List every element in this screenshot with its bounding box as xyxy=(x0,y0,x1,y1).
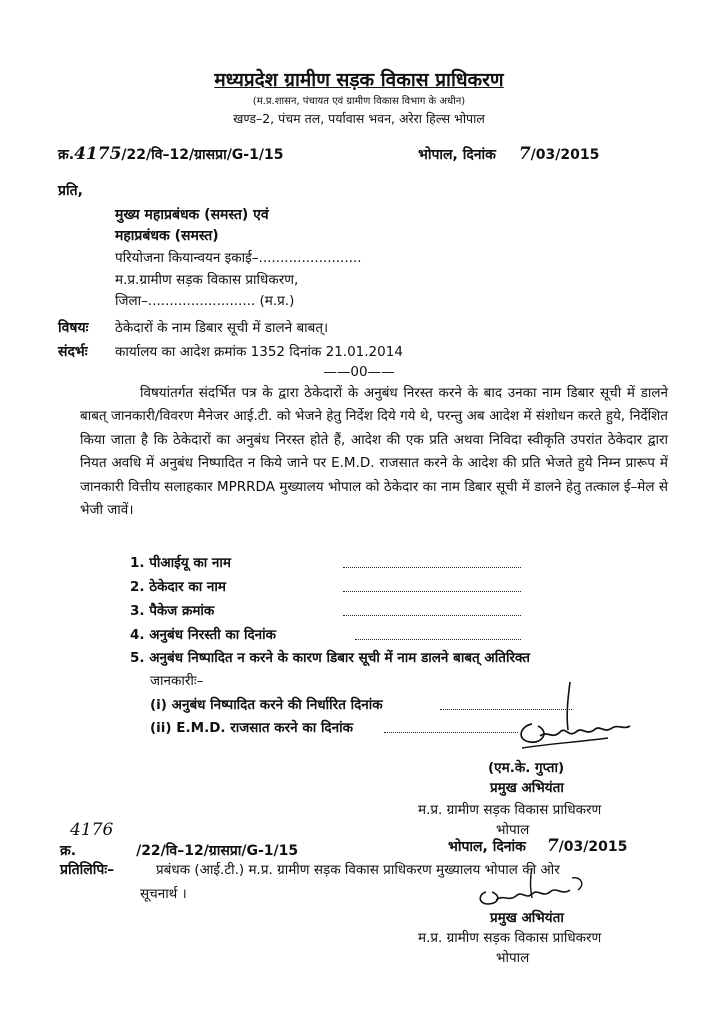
ref-prefix: क्र. xyxy=(58,147,75,163)
ref-handwritten-number: 4175 xyxy=(74,144,122,164)
body-paragraph: विषयांतर्गत संदर्भित पत्र के द्वारा ठेकेदारों के अनुबंध निरस्त करने के बाद उनका नाम डिबार सूची में डालने बाबत् जानकारी/विवरण मैनेजर आई.टी. को भेजने हेतु निर्देश दिये गये थे, परन्तु अब आदेश में संशोधन करते हुये, निर्देशित किया जाता है कि ठेकेदारों का अनुबंध निरस्त होते हैं, आदेश की एक प्रति अथवा निविदा स्वीकृति उपरांत ठेकेदार द्वारा नियत अवधि में अनुबंध निष्पादित न किये जाने पर E.M.D. राजसात करने के आदेश की प्रति भेजते हुये निम्न प्रारूप में जानकारी वित्तीय सलाहकार MPRRDA मुख्यालय भोपाल को ठेकेदार का नाम डिबार सूची में डालने हेतु तत्काल ई–मेल से भेजी जावें। xyxy=(80,385,668,519)
ref2-prefix: क्र. xyxy=(60,843,77,859)
ref2-date-rest: /03/2015 xyxy=(558,839,628,855)
list-item-3: 3. पैकेज क्रमांक xyxy=(130,603,215,619)
ref-date-rest: /03/2015 xyxy=(530,147,600,163)
ref-rest: /22/वि–12/ग्रासप्रा/G-1/15 xyxy=(121,147,284,163)
list-item-1-blank xyxy=(343,567,521,568)
organization-address: खण्ड–2, पंचम तल, पर्यावास भवन, अरेरा हिल्स भोपाल xyxy=(233,111,485,126)
reference-text: कार्यालय का आदेश क्रमांक 1352 दिनांक 21.01.2014 xyxy=(115,344,403,360)
reference-label: संदर्भः xyxy=(58,344,88,360)
signature-2-image xyxy=(474,864,604,914)
ref2-handwritten-day: 7 xyxy=(546,836,559,856)
subject-label: विषयः xyxy=(58,320,89,336)
ref-date-label: भोपाल, दिनांक xyxy=(418,147,496,163)
to-line-5: जिला–......................... (म.प्र.) xyxy=(115,293,295,309)
ref2-number xyxy=(60,841,298,860)
copy-line-2: सूचनार्थ । xyxy=(140,886,187,902)
ref-handwritten-day: 7 xyxy=(518,144,531,164)
sub-item-2-blank xyxy=(384,732,518,733)
ref2-date-label: भोपाल, दिनांक xyxy=(448,839,526,855)
list-item-4-blank xyxy=(355,639,521,640)
list-item-2-blank xyxy=(343,591,521,592)
list-item-2: 2. ठेकेदार का नाम xyxy=(130,579,226,595)
ref-number xyxy=(58,144,283,164)
subject-text: ठेकेदारों के नाम डिबार सूची में डालने बाबत्। xyxy=(115,320,329,336)
signatory-1-org: म.प्र. ग्रामीण सड़क विकास प्राधिकरण xyxy=(418,802,602,818)
copy-line-1: प्रबंधक (आई.टी.) म.प्र. ग्रामीण सड़क विकास प्राधिकरण मुख्यालय भोपाल की ओर xyxy=(156,862,560,878)
list-item-5: 5. अनुबंध निष्पादित न करने के कारण डिबार सूची में नाम डालने बाबत् अतिरिक्त xyxy=(130,650,530,666)
sub-item-2: (ii) E.M.D. राजसात करने का दिनांक xyxy=(150,720,353,736)
organization-title: मध्यप्रदेश ग्रामीण सड़क विकास प्राधिकरण xyxy=(214,69,504,91)
list-item-1: 1. पीआईयू का नाम xyxy=(130,555,231,571)
signature-1-image xyxy=(508,680,638,760)
to-label: प्रति, xyxy=(58,183,83,199)
ref2-handwritten-number: 4176 xyxy=(70,820,114,840)
to-line-3: परियोजना कियान्वयन इकाई–........................ xyxy=(115,250,362,266)
sub-item-1: (i) अनुबंध निष्पादित करने की निर्धारित दिनांक xyxy=(150,697,383,713)
to-line-1: मुख्य महाप्रबंधक (समस्त) एवं xyxy=(115,207,269,223)
to-line-2: महाप्रबंधक (समस्त) xyxy=(115,228,219,244)
signatory-2-city: भोपाल xyxy=(496,950,530,966)
signatory-1-name: (एम.के. गुप्ता) xyxy=(488,760,565,776)
list-item-3-blank xyxy=(343,615,521,616)
ref2-rest: /22/वि–12/ग्रासप्रा/G-1/15 xyxy=(136,843,299,859)
organization-subtitle: (म.प्र.शासन, पंचायत एवं ग्रामीण विकास विभाग के अधीन) xyxy=(252,96,466,107)
signatory-2-designation: प्रमुख अभियंता xyxy=(490,910,564,926)
list-item-4: 4. अनुबंध निरस्ती का दिनांक xyxy=(130,627,276,643)
separator: ——00—— xyxy=(323,364,395,380)
signatory-2-org: म.प्र. ग्रामीण सड़क विकास प्राधिकरण xyxy=(418,930,602,946)
to-line-4: म.प्र.ग्रामीण सड़क विकास प्राधिकरण, xyxy=(115,272,299,288)
list-item-5-continuation: जानकारीः– xyxy=(150,673,204,689)
signatory-1-designation: प्रमुख अभियंता xyxy=(490,780,564,796)
signatory-1-city: भोपाल xyxy=(496,822,530,838)
ref2-date xyxy=(448,836,627,856)
copy-label: प्रतिलिपिः– xyxy=(60,862,115,878)
ref-date xyxy=(418,144,599,164)
